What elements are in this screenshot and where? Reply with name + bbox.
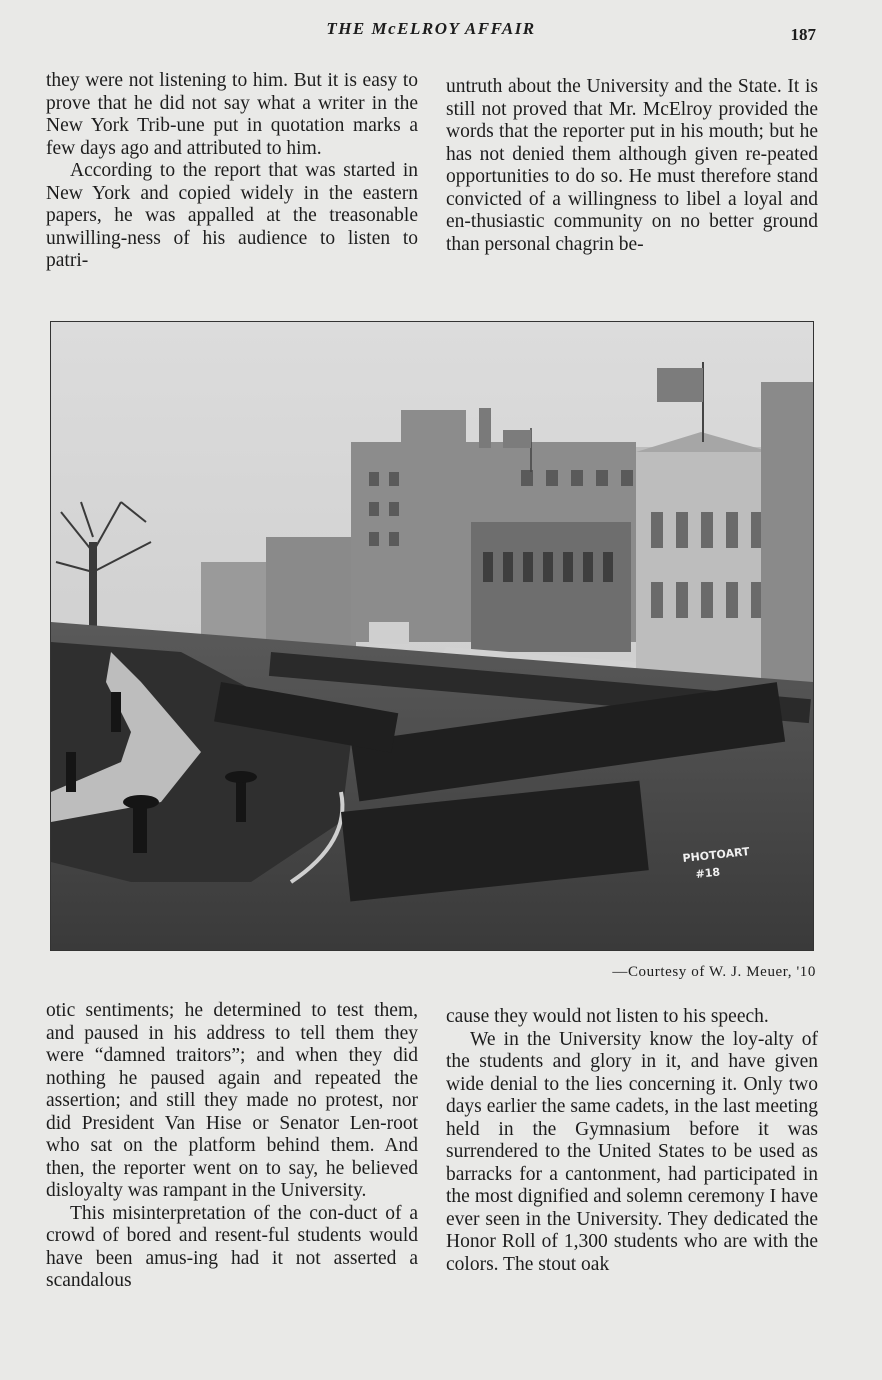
paragraph: According to the report that was started in New York and copied widely in the eastern papers, he was appalled at the treasonable unwilling-ness of his audience to listen to patri- <box>46 160 418 271</box>
paragraph: cause they would not listen to his speech. <box>446 1006 769 1027</box>
top-right-column <box>446 76 818 256</box>
photo-stamp-text: PHOTOART <box>681 845 751 865</box>
bottom-left-column <box>46 1000 418 1293</box>
top-left-column <box>46 70 418 273</box>
paragraph: otic sentiments; he determined to test them, and paused in his address to tell them they were “damned traitors”; and when they did nothing he paused again and repeated the assertion; and still they made no protest, nor did President Van Hise or Senator Len-root who sat on the platform behind them. And then, the reporter went on to say, he believed disloyalty was rampant in the University. <box>46 1000 418 1201</box>
photo-stamp-number: #18 <box>694 865 721 881</box>
paragraph: untruth about the University and the State. It is still not proved that Mr. McElroy provided the words that the reporter put in his mouth; but he has not denied them although given re-peated opportunities to do so. He must therefore stand convicted of a willingness to libel a loyal and en-thusiastic community on no better ground than personal chagrin be- <box>446 76 818 255</box>
paragraph: We in the University know the loy-alty of the students and glory in it, and have given wide denial to the lies concerning it. Only two days earlier the same cadets, in the last meeting held in the Gymnasium before it was surrendered to the United States to be used as barracks for a cantonment, had participated in the most dignified and solemn ceremony I have ever seen in the University. They dedicated the Honor Roll of 1,300 students who are with the colors. The stout oak <box>446 1028 818 1275</box>
paragraph: they were not listening to him. But it is easy to prove that he did not say what a writer in the New York Trib-une put in quotation marks a few days ago and attributed to him. <box>46 70 418 159</box>
photo-caption: —Courtesy of W. J. Meuer, '10 <box>612 964 816 980</box>
bottom-right-column <box>446 1006 818 1276</box>
running-header <box>0 19 882 45</box>
paragraph: This misinterpretation of the con-duct of a crowd of bored and resent-ful students would have been amus-ing had it not asserted a scandalous <box>46 1202 418 1291</box>
parade-photograph <box>50 321 814 951</box>
running-title: THE McELROY AFFAIR <box>326 19 536 38</box>
page-number: 187 <box>790 25 816 44</box>
